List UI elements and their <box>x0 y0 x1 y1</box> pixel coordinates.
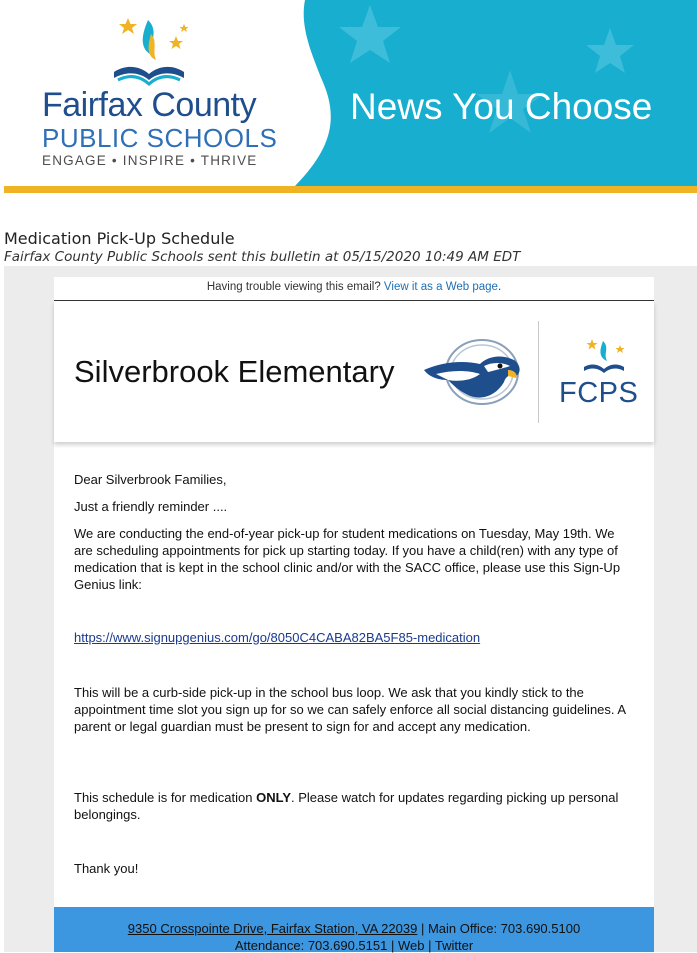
view-online-suffix: . <box>497 281 502 293</box>
fcps-small-logo-icon <box>582 337 626 377</box>
view-online-line <box>54 281 654 293</box>
closing-text: Thank you! <box>74 861 139 876</box>
reminder-text: Just a friendly reminder .... <box>74 499 228 514</box>
paragraph-curbside: This will be a curb-side pick-up in the school bus loop. We ask that you kindly stick to the appointment time slot you sign up for so we can safely enforce all social distancing guidelines. A parent or legal guardian must be present to sign for and accept any medication. <box>74 685 626 734</box>
signup-genius-link[interactable]: https://www.signupgenius.com/go/8050C4CABA82BA5F85-medication <box>74 630 481 645</box>
fcps-label: FCPS <box>559 377 639 409</box>
banner-gold-stripe <box>4 186 697 193</box>
medication-only-before: This schedule is for medication <box>74 790 257 805</box>
logo-name: Fairfax County <box>42 86 257 124</box>
twitter-link[interactable]: Twitter <box>434 938 474 953</box>
school-address-link[interactable]: 9350 Crosspointe Drive, Fairfax Station, VA 22039 <box>127 921 418 936</box>
web-link[interactable]: Web <box>397 938 425 953</box>
header-divider <box>538 321 539 423</box>
bulletin-meta: Fairfax County Public Schools sent this bulletin at 05/15/2020 10:49 AM EDT <box>4 249 521 265</box>
attendance-phone: Attendance: 703.690.5151 | <box>234 938 395 953</box>
medication-only-after: . Please watch for updates regarding picking up personal belongings. <box>74 790 619 822</box>
school-header <box>54 301 654 442</box>
paragraph-medication-only <box>74 789 634 823</box>
view-web-page-link[interactable]: View it as a Web page <box>383 281 498 293</box>
footer-separator: | <box>428 938 432 953</box>
eagle-mascot-icon <box>422 336 524 408</box>
bulletin-title: Medication Pick-Up Schedule <box>4 229 235 248</box>
school-name: Silverbrook Elementary <box>74 354 395 389</box>
logo-subtitle: PUBLIC SCHOOLS <box>42 123 278 153</box>
medication-only-bold: ONLY <box>256 790 292 805</box>
email-content <box>54 277 654 952</box>
banner-title: News You Choose <box>350 86 653 127</box>
main-office-phone: | Main Office: 703.690.5100 <box>420 921 581 936</box>
logo-tagline: ENGAGE • INSPIRE • THRIVE <box>42 153 258 168</box>
email-footer <box>54 907 654 952</box>
view-online-prefix: Having trouble viewing this email? <box>206 281 381 293</box>
signup-link-line <box>74 629 634 646</box>
fcps-logo-icon <box>108 14 190 90</box>
footer-line-1 <box>54 921 654 936</box>
footer-line-2 <box>54 938 654 953</box>
paragraph-pickup-info: We are conducting the end-of-year pick-up for student medications on Tuesday, May 19th. We are scheduling appointments for pick up starting today. If you have a child(ren) with any type of medication that is kept in the school clinic and/or with the SACC office, please use this Sign-Up Genius link: <box>74 526 621 592</box>
greeting: Dear Silverbrook Families, <box>74 472 227 487</box>
newsletter-banner <box>0 0 697 194</box>
